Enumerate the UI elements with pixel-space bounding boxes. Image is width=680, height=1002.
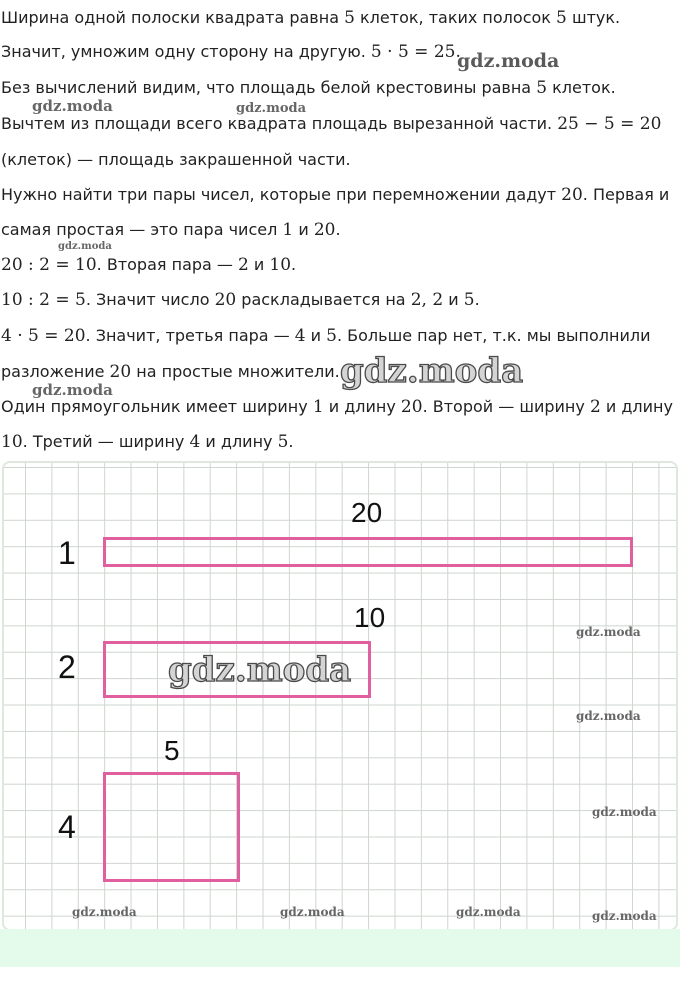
rect1-row-label: 1 bbox=[58, 535, 76, 571]
footer-strip bbox=[0, 929, 680, 967]
text-line-6: Нужно найти три пары чисел, которые при перемножении дадут 20. Первая и bbox=[1, 185, 670, 205]
text-line-13: 10. Третий — ширину 4 и длину 5. bbox=[1, 432, 294, 452]
grid-figure bbox=[2, 461, 678, 931]
rect2-row-label: 2 bbox=[58, 649, 76, 685]
watermark: gdz.moda bbox=[576, 625, 641, 639]
rect3-row-label: 4 bbox=[58, 809, 76, 845]
watermark: gdz.moda bbox=[457, 50, 560, 72]
text-line-4: Вычтем из площади всего квадрата площадь вырезанной части. 25 − 5 = 20 bbox=[1, 114, 662, 134]
rectangle-1x20 bbox=[103, 537, 633, 567]
rect1-length-label: 20 bbox=[351, 497, 383, 528]
text-line-11: разложение 20 на простые множители. bbox=[1, 362, 340, 382]
watermark: gdz.moda bbox=[72, 905, 137, 919]
text-line-10: 4 · 5 = 20. Значит, третья пара — 4 и 5. Больше пар нет, т.к. мы выполнили bbox=[1, 326, 651, 346]
text-line-7: самая простая — это пара чисел 1 и 20. bbox=[1, 220, 341, 240]
watermark: gdz.moda bbox=[58, 241, 112, 252]
watermark: gdz.moda bbox=[236, 101, 307, 116]
watermark: gdz.moda bbox=[456, 905, 521, 919]
watermark: gdz.moda bbox=[592, 805, 657, 819]
watermark: gdz.moda bbox=[32, 381, 113, 399]
watermark: gdz.moda bbox=[280, 905, 345, 919]
text-line-5: (клеток) — площадь закрашенной части. bbox=[1, 150, 351, 169]
text-line-3: Без вычислений видим, что площадь белой крестовины равна 5 клеток. bbox=[1, 78, 616, 98]
rectangle-4x5 bbox=[103, 772, 240, 882]
watermark: gdz.moda bbox=[340, 351, 524, 391]
watermark: gdz.moda bbox=[576, 709, 641, 723]
watermark: gdz.moda bbox=[168, 650, 352, 690]
watermark: gdz.moda bbox=[32, 97, 113, 115]
text-line-9: 10 : 2 = 5. Значит число 20 раскладывается на 2, 2 и 5. bbox=[1, 290, 480, 310]
text-line-1: Ширина одной полоски квадрата равна 5 клеток, таких полосок 5 штук. bbox=[1, 8, 621, 28]
text-line-2: Значит, умножим одну сторону на другую. 5 · 5 = 25. bbox=[1, 42, 461, 62]
text-line-8: 20 : 2 = 10. Вторая пара — 2 и 10. bbox=[1, 255, 297, 275]
text-line-12: Один прямоугольник имеет ширину 1 и длину 20. Второй — ширину 2 и длину bbox=[1, 397, 673, 417]
watermark: gdz.moda bbox=[592, 909, 657, 923]
rect2-length-label: 10 bbox=[354, 602, 386, 633]
rect3-length-label: 5 bbox=[164, 735, 180, 766]
